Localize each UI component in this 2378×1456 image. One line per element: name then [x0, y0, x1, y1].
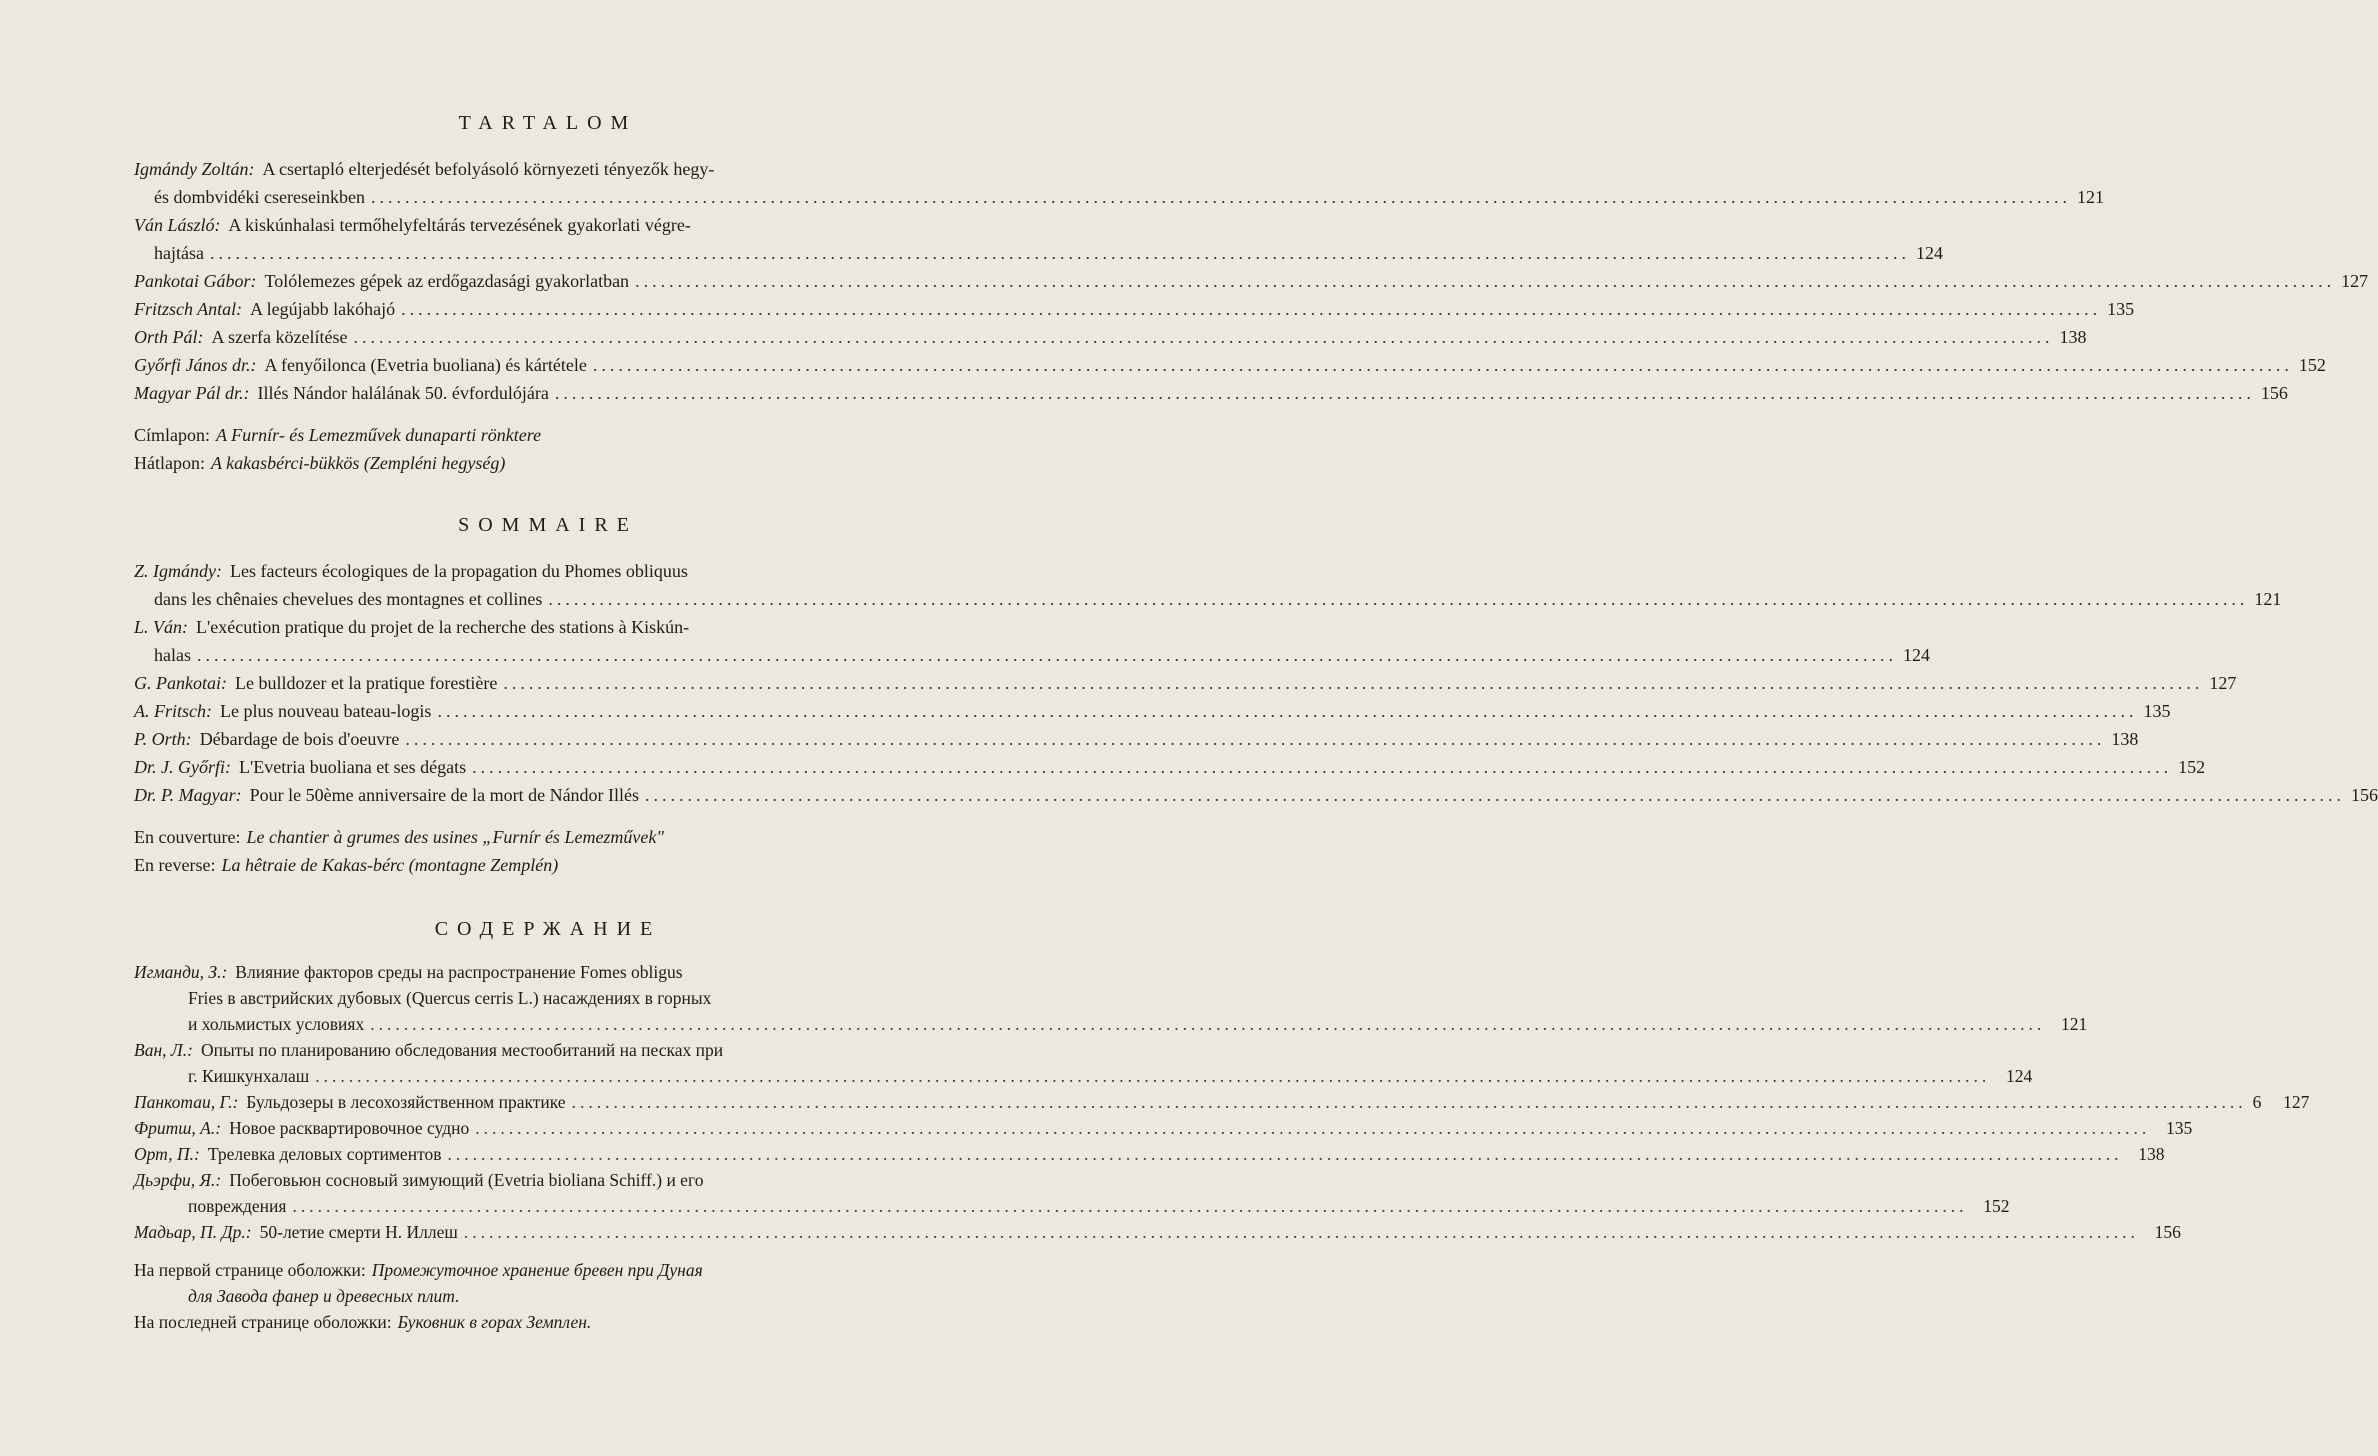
toc-author: Dr. J. Győrfi:: [134, 757, 231, 777]
toc-title: Новое расквартировочное судно: [229, 1118, 470, 1138]
cover-front-note-cont: для Завода фанер и древесных плит.: [188, 1286, 460, 1306]
toc-page-number: 138: [2111, 729, 2139, 749]
toc-title: A szerfa közelítése: [211, 327, 348, 347]
toc-page-number: 121: [2076, 187, 2104, 207]
leader-dots: ........................................................................................................................................................................................................: [635, 271, 2336, 291]
toc-page-number: 135: [2107, 299, 2135, 319]
toc-page-number: 127: [2209, 673, 2237, 693]
toc-title: A legújabb lakóhajó: [250, 299, 396, 319]
toc-entry-continuation: [134, 1011, 2088, 1037]
toc-author: Панкотаи, Г.:: [134, 1092, 239, 1112]
toc-title: A fenyőilonca (Evetria buoliana) és kártétele: [264, 355, 587, 375]
toc-entry-line: [134, 295, 2135, 323]
toc-title: L'Evetria buoliana et ses dégats: [239, 757, 467, 777]
toc-title: Tolólemezes gépek az erdőgazdasági gyakorlatban: [264, 271, 630, 291]
toc-author: Ván László:: [134, 215, 221, 235]
toc-entry-line: [134, 725, 2139, 753]
leader-dots: ........................................................................................................................................................................................................: [463, 1222, 2139, 1242]
toc-page-number: 121: [2060, 1014, 2088, 1034]
toc-author: Győrfi János dr.:: [134, 355, 257, 375]
toc-entry-continuation: [134, 585, 2282, 613]
toc-entry-line: [134, 669, 2237, 697]
cover-front-note: На первой странице оболожки: Промежуточное хранение бревен при Дуная: [134, 1260, 703, 1280]
toc-author: Орт, П.:: [134, 1144, 200, 1164]
toc-title: A kiskúnhalasi termőhelyfeltárás tervezésének gyakorlati végre-: [228, 215, 691, 235]
toc-entry-continuation: [134, 1193, 2010, 1219]
toc-page-number: 127: [2341, 271, 2369, 291]
toc-title: L'exécution pratique du projet de la recherche des stations à Kiskún-: [196, 617, 690, 637]
toc-entry: [134, 725, 2139, 753]
leader-dots: ........................................................................................................................................................................................................: [548, 589, 2249, 609]
toc-title: Трелевка деловых сортиментов: [207, 1144, 442, 1164]
leader-dots: ........................................................................................................................................................................................................: [447, 1144, 2123, 1164]
leader-dots: ........................................................................................................................................................................................................: [196, 645, 1897, 665]
toc-entry: [134, 753, 2206, 781]
toc-list: [134, 155, 2369, 407]
toc-page-number: 152: [2178, 757, 2206, 777]
toc-author: L. Ván:: [134, 617, 188, 637]
heading-tartalom: TARTALOM: [458, 112, 638, 134]
toc-title: Les facteurs écologiques de la propagation du Phomes obliquus: [230, 561, 688, 581]
toc-author: G. Pankotai:: [134, 673, 227, 693]
leader-dots: ........................................................................................................................................................................................................: [370, 187, 2071, 207]
toc-entry-line: [134, 959, 962, 985]
toc-entry: [134, 697, 2171, 725]
toc-title: Опыты по планированию обследования местообитаний на песках при: [200, 1040, 724, 1060]
toc-author: Igmándy Zoltán:: [134, 159, 255, 179]
toc-entry-line: [134, 1037, 962, 1063]
toc-entry-continuation: [134, 641, 1930, 669]
toc-title: Pour le 50ème anniversaire de la mort de Nándor Illés: [249, 785, 640, 805]
toc-author: Pankotai Gábor:: [134, 271, 257, 291]
toc-page-number: 135: [2166, 1118, 2193, 1138]
toc-entry: [134, 1141, 2165, 1167]
toc-author: Ван, Л.:: [134, 1040, 193, 1060]
toc-entry: [134, 211, 1943, 267]
toc-author: Мадьар, П. Др.:: [134, 1222, 252, 1242]
toc-entry: [134, 557, 2282, 613]
toc-page-number: 156: [2351, 785, 2378, 805]
toc-page-number: 124: [1902, 645, 1930, 665]
toc-entry: [134, 1037, 2033, 1089]
leader-dots: ........................................................................................................................................................................................................: [437, 701, 2138, 721]
leader-dots: ........................................................................................................................................................................................................: [592, 355, 2293, 375]
toc-author: Игманди, З.:: [134, 962, 228, 982]
toc-title: hajtása: [154, 243, 204, 263]
cover-back-note: Hátlapon: A kakasbérci-bükkös (Zempléni hegység): [134, 453, 506, 473]
toc-title: Illés Nándor halálának 50. évfordulójára: [257, 383, 549, 403]
section-hungarian: [134, 112, 2369, 477]
toc-title: dans les chênaies chevelues des montagnes et collines: [154, 589, 543, 609]
toc-entry: [134, 351, 2326, 379]
leader-dots: ........................................................................................................................................................................................................: [645, 785, 2346, 805]
toc-list: [134, 557, 2378, 809]
toc-page-number: 121: [2254, 589, 2282, 609]
leader-dots: ........................................................................................................................................................................................................: [475, 1118, 2151, 1138]
toc-title: halas: [154, 645, 191, 665]
toc-page-number: 124: [2006, 1066, 2033, 1086]
toc-entry-line: [134, 557, 962, 585]
toc-author: Фритш, А.:: [134, 1118, 222, 1138]
toc-author: Orth Pál:: [134, 327, 204, 347]
toc-entry: [134, 295, 2135, 323]
toc-page-number: 156: [2260, 383, 2288, 403]
toc-title: повреждения: [188, 1196, 287, 1216]
toc-entry: [134, 1115, 2193, 1141]
toc-page-number: 138: [2059, 327, 2087, 347]
toc-title: Le plus nouveau bateau-logis: [220, 701, 432, 721]
toc-entry-line: [134, 155, 962, 183]
leader-dots: ........................................................................................................................................................................................................: [554, 383, 2255, 403]
toc-author: Дьэрфи, Я.:: [134, 1170, 222, 1190]
toc-entry-line: [134, 1167, 962, 1193]
toc-stray-digit: 6: [2252, 1092, 2262, 1112]
toc-entry-continuation: [134, 1063, 2033, 1089]
toc-entry-line: [134, 697, 2171, 725]
cover-front-note: Címlapon: A Furnír- és Lemezművek dunaparti rönktere: [134, 425, 542, 445]
toc-entry: [134, 267, 2369, 295]
toc-entry: [134, 959, 2088, 1037]
toc-entry: [134, 781, 2378, 809]
toc-entry-line: [134, 1115, 2193, 1141]
toc-entry-line: [134, 1089, 2310, 1115]
toc-author: P. Orth:: [134, 729, 192, 749]
toc-entry: [134, 669, 2237, 697]
toc-title: Débardage de bois d'oeuvre: [199, 729, 400, 749]
toc-page-number: 127: [2283, 1092, 2310, 1112]
toc-entry-continuation: [134, 239, 1943, 267]
leader-dots: ........................................................................................................................................................................................................: [503, 673, 2204, 693]
toc-entry: [134, 323, 2087, 351]
leader-dots: ........................................................................................................................................................................................................: [370, 1014, 2046, 1034]
leader-dots: ........................................................................................................................................................................................................: [353, 327, 2054, 347]
cover-back-note: En reverse: La hêtraie de Kakas-bérc (montagne Zemplén): [134, 855, 559, 875]
toc-entry-continuation: [134, 183, 2104, 211]
toc-list: [134, 959, 2310, 1245]
toc-page-number: 124: [1915, 243, 1943, 263]
toc-author: A. Fritsch:: [134, 701, 212, 721]
toc-author: Dr. P. Magyar:: [134, 785, 242, 805]
toc-page-number: 152: [1983, 1196, 2010, 1216]
toc-entry: [134, 1219, 2181, 1245]
toc-entry: [134, 1167, 2010, 1219]
toc-title: Fries в австрийских дубовых (Quercus cerris L.) насаждениях в горных: [188, 988, 712, 1008]
heading-soderzhanie: СОДЕРЖАНИЕ: [434, 918, 662, 940]
toc-title: és dombvidéki csereseinkben: [154, 187, 365, 207]
toc-entry-line: [134, 211, 962, 239]
leader-dots: ........................................................................................................................................................................................................: [472, 757, 2173, 777]
toc-title: г. Кишкунхалаш: [188, 1066, 310, 1086]
toc-page-number: 135: [2143, 701, 2171, 721]
toc-title: A csertapló elterjedését befolyásoló környezeti tényezők hegy-: [262, 159, 715, 179]
toc-page-number: 152: [2298, 355, 2326, 375]
toc-title: и хольмистых условиях: [188, 1014, 365, 1034]
toc-page-number: 156: [2154, 1222, 2181, 1242]
toc-entry: [134, 1089, 2310, 1115]
toc-page-number: 138: [2138, 1144, 2165, 1164]
toc-entry: [134, 613, 1930, 669]
cover-back-note: На последней странице оболожки: Буковник в горах Земплен.: [134, 1312, 592, 1332]
toc-entry-line: [134, 753, 2206, 781]
leader-dots: ........................................................................................................................................................................................................: [571, 1092, 2247, 1112]
toc-title: 50-летие смерти Н. Иллеш: [259, 1222, 458, 1242]
toc-entry-line: [134, 1219, 2181, 1245]
leader-dots: ........................................................................................................................................................................................................: [209, 243, 1910, 263]
toc-entry-line: [134, 267, 2369, 295]
leader-dots: ........................................................................................................................................................................................................: [405, 729, 2106, 749]
toc-author: Z. Igmándy:: [134, 561, 222, 581]
toc-title: Le bulldozer et la pratique forestière: [234, 673, 498, 693]
toc-entry-line: [134, 781, 2378, 809]
toc-entry-line: [134, 1141, 2165, 1167]
toc-entry-line: [134, 379, 2288, 407]
toc-title: Влияние факторов среды на распространение Fomes obligus: [235, 962, 683, 982]
toc-title: Побеговьюн сосновый зимующий (Evetria bioliana Schiff.) и его: [229, 1170, 704, 1190]
toc-entry-line: [134, 351, 2326, 379]
section-french: [134, 514, 2378, 879]
cover-front-note: En couverture: Le chantier à grumes des usines „Furnír és Lemezművek": [134, 827, 664, 847]
leader-dots: ........................................................................................................................................................................................................: [315, 1066, 1991, 1086]
toc-author: Fritzsch Antal:: [134, 299, 243, 319]
section-russian: [134, 918, 2310, 1335]
leader-dots: ........................................................................................................................................................................................................: [292, 1196, 1968, 1216]
toc-entry-line: [134, 323, 2087, 351]
heading-sommaire: SOMMAIRE: [458, 514, 638, 536]
toc-entry-continuation: [134, 985, 962, 1011]
toc-author: Magyar Pál dr.:: [134, 383, 250, 403]
leader-dots: ........................................................................................................................................................................................................: [401, 299, 2102, 319]
toc-entry: [134, 155, 2104, 211]
toc-entry-line: [134, 613, 962, 641]
toc-title: Бульдозеры в лесохозяйственном практике: [246, 1092, 566, 1112]
toc-entry: [134, 379, 2288, 407]
